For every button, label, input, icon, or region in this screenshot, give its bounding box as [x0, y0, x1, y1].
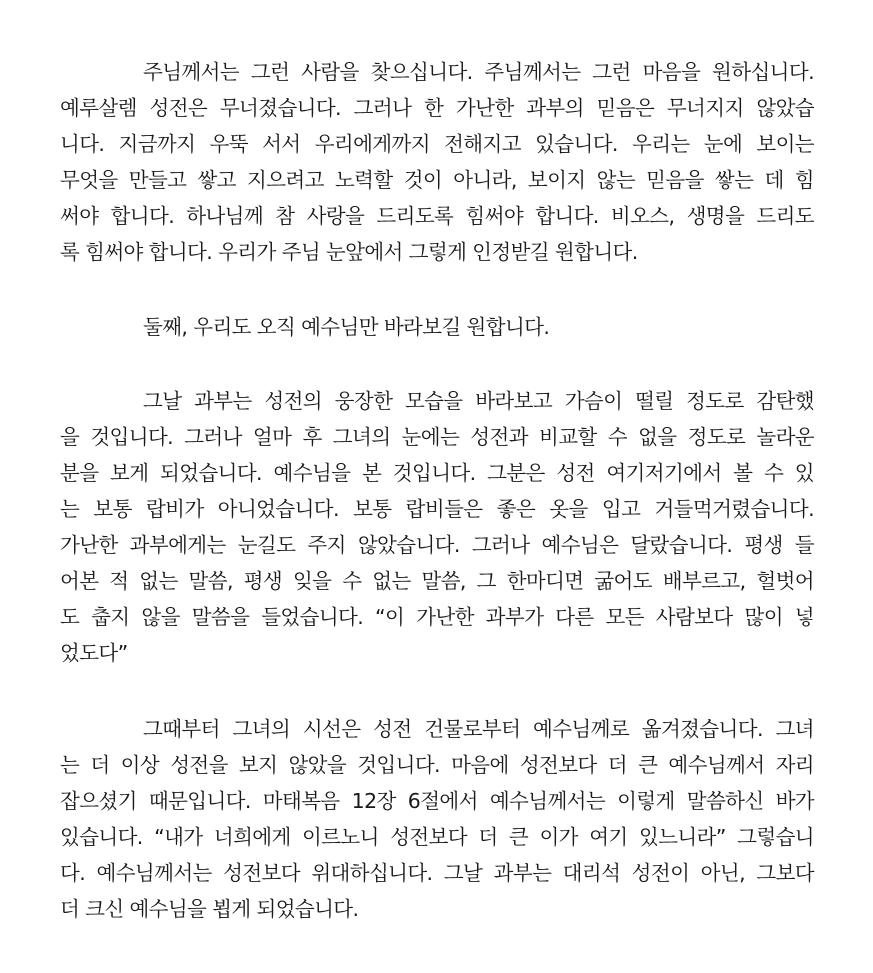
text-line: 니다. 지금까지 우뚝 서서 우리에게까지 전해지고 있습니다. 우리는 눈에 보이는	[60, 132, 814, 156]
text-line: 잡으셨기 때문입니다. 마태복음 12장 6절에서 예수님께서는 이렇게 말씀하신 바가	[60, 789, 814, 813]
text-line: 무엇을 만들고 쌓고 지으려고 노력할 것이 아니라, 보이지 않는 믿음을 쌓는 데 힘	[60, 168, 814, 192]
text-line: 도 춥지 않을 말씀을 들었습니다. “이 가난한 과부가 다른 모든 사람보다 많이 넣	[60, 605, 814, 629]
text-line: 주님께서는 그런 사람을 찾으십니다. 주님께서는 그런 마음을 원하십니다.	[143, 60, 814, 84]
text-line: 어본 적 없는 말씀, 평생 잊을 수 없는 말씀, 그 한마디면 굶어도 배부르고, 헐벗어	[60, 569, 814, 593]
text-line: 다. 예수님께서는 성전보다 위대하십니다. 그날 과부는 대리석 성전이 아닌, 그보다	[60, 861, 814, 885]
text-line: 었도다”	[60, 641, 128, 665]
text-line: 그때부터 그녀의 시선은 성전 건물로부터 예수님께로 옮겨졌습니다. 그녀	[143, 717, 814, 741]
text-line: 분을 보게 되었습니다. 예수님을 본 것입니다. 그분은 성전 여기저기에서 볼 수 있	[60, 461, 814, 485]
text-line: 는 더 이상 성전을 보지 않았을 것입니다. 마음에 성전보다 더 큰 예수님께서 자리	[60, 753, 814, 777]
text-line: 있습니다. “내가 너희에게 이르노니 성전보다 더 큰 이가 여기 있느니라” 그렇습니	[60, 825, 814, 849]
text-line: 을 것입니다. 그러나 얼마 후 그녀의 눈에는 성전과 비교할 수 없을 정도로 놀라운	[60, 425, 814, 449]
text-line: 는 보통 랍비가 아니었습니다. 보통 랍비들은 좋은 옷을 입고 거들먹거렸습니다.	[60, 497, 814, 521]
text-line: 그날 과부는 성전의 웅장한 모습을 바라보고 가슴이 떨릴 정도로 감탄했	[143, 389, 814, 413]
text-line: 둘째, 우리도 오직 예수님만 바라보길 원합니다.	[143, 315, 550, 339]
text-line: 가난한 과부에게는 눈길도 주지 않았습니다. 그러나 예수님은 달랐습니다. 평생 들	[60, 533, 814, 557]
text-line: 록 힘써야 합니다. 우리가 주님 눈앞에서 그렇게 인정받길 원합니다.	[60, 240, 638, 264]
text-line: 더 크신 예수님을 뵙게 되었습니다.	[60, 897, 359, 921]
text-line: 예루살렘 성전은 무너졌습니다. 그러나 한 가난한 과부의 믿음은 무너지지 않았습	[60, 96, 814, 120]
text-line: 써야 합니다. 하나님께 참 사랑을 드리도록 힘써야 합니다. 비오스, 생명을 드리도	[60, 204, 814, 228]
